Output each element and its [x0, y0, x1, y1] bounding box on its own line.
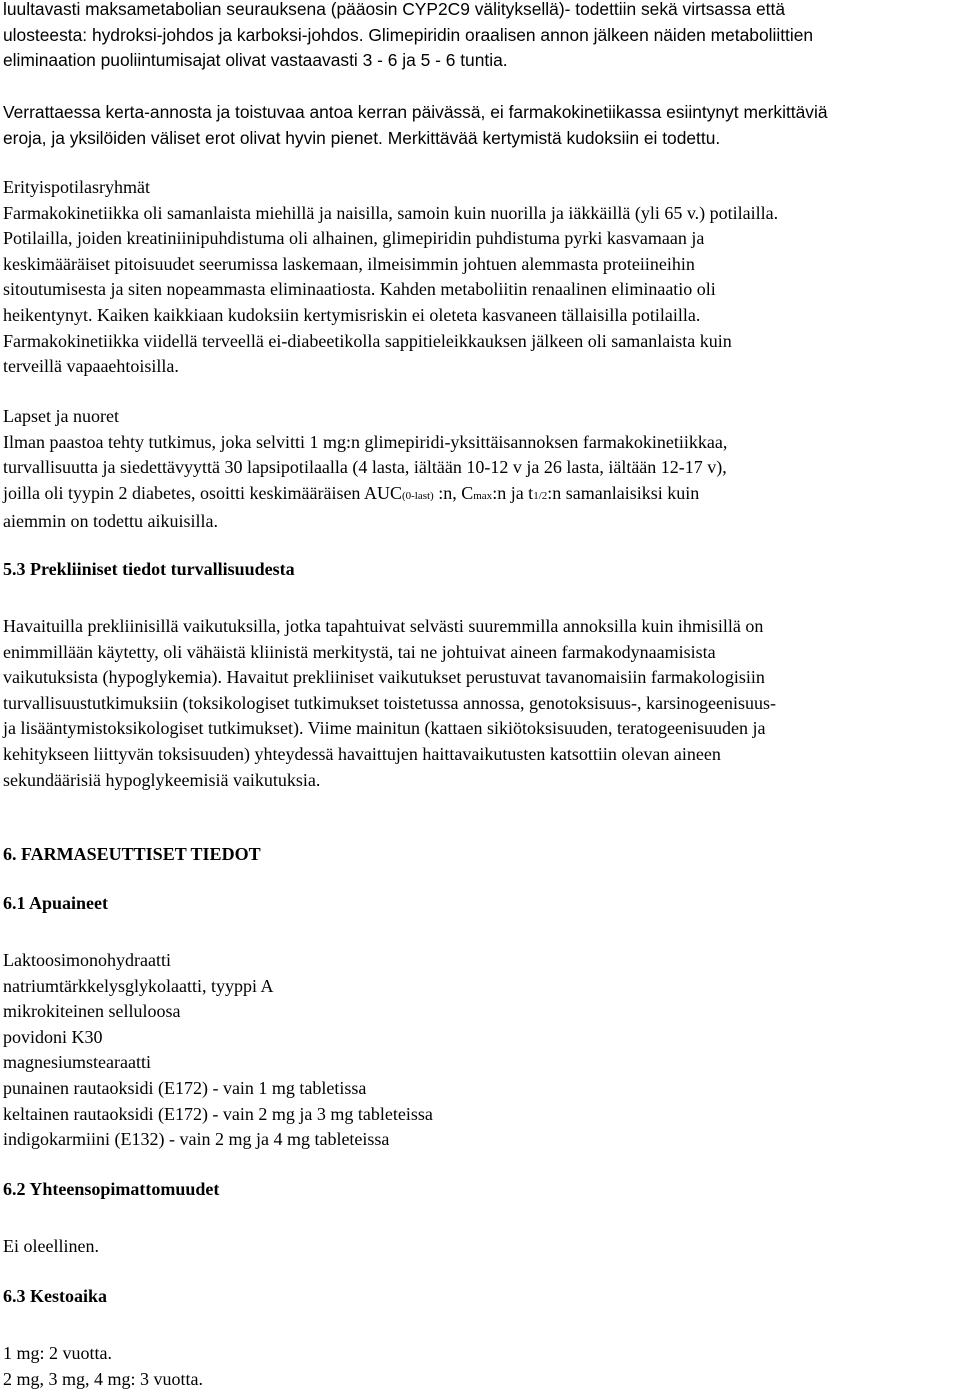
- text-line: Verrattaessa kerta-annosta ja toistuvaa antoa kerran päivässä, ei farmakokinetiikassa esiintynyt merkittäviä: [3, 102, 828, 122]
- text-line: sekundäärisiä hypoglykeemisiä vaikutuksia.: [3, 769, 321, 790]
- list-item: punainen rautaoksidi (E172) - vain 1 mg tabletissa: [3, 1077, 367, 1098]
- children-section: [3, 404, 958, 535]
- list-item: povidoni K30: [3, 1026, 103, 1047]
- repeat-dose-paragraph: [3, 100, 958, 151]
- subscript: max: [473, 489, 493, 502]
- text-fragment: :n ja t: [492, 482, 534, 503]
- text-line: enimmillään käytetty, oli vähäistä kliinistä merkitystä, tai ne johtuivat aineen farmakodynaamisista: [3, 641, 716, 662]
- text-line: Farmakokinetiikka viidellä terveellä ei-diabeetikolla sappitieleikkauksen jälkeen oli samanlaista kuin: [3, 330, 732, 351]
- text-line: aiemmin on todettu aikuisilla.: [3, 511, 218, 532]
- subscript: (0-last): [401, 489, 434, 502]
- incompatibilities-text: Ei oleellinen.: [3, 1236, 99, 1256]
- text-line: terveillä vapaaehtoisilla.: [3, 356, 179, 377]
- list-item: indigokarmiini (E132) - vain 2 mg ja 4 mg tableteissa: [3, 1129, 390, 1150]
- subsection-title: Lapset ja nuoret: [3, 406, 119, 426]
- excipient-list: [3, 948, 958, 1153]
- text-line: eroja, ja yksilöiden väliset erot olivat hyvin pienet. Merkittävää kertymistä kudoksiin ei todettu.: [3, 127, 721, 148]
- text-line: Ilman paastoa tehty tutkimus, joka selvitti 1 mg:n glimepiridi-yksittäisannoksen farmakokinetiikkaa,: [3, 431, 728, 452]
- section-heading-6-1: 6.1 Apuaineet: [3, 893, 109, 913]
- list-item: keltainen rautaoksidi (E172) - vain 2 mg ja 3 mg tableteissa: [3, 1103, 433, 1124]
- text-line: kehitykseen liittyvän toksisuuden) yhteydessä havaittujen haittavaikutusten katsottiin olevan aineen: [3, 743, 721, 764]
- section-heading-6-2: 6.2 Yhteensopimattomuudet: [3, 1179, 220, 1199]
- text-line: heikentynyt. Kaiken kaikkiaan kudoksiin kertymisriskin ei oleteta kasvaneen tällaisilla potilailla.: [3, 304, 701, 325]
- text-line: 1 mg: 2 vuotta.: [3, 1343, 112, 1363]
- text-line: ulosteesta: hydroksi-johdos ja karboksi-johdos. Glimepiridin oraalisen annon jälkeen näiden metaboliittien: [3, 24, 814, 45]
- text-fragment: joilla oli tyypin 2 diabetes, osoitti keskimääräisen AUC: [3, 482, 402, 503]
- section-heading-6: 6. FARMASEUTTISET TIEDOT: [3, 844, 261, 864]
- text-line: vaikutuksista (hypoglykemia). Havaitut prekliiniset vaikutukset perustuvat tavanomaisiin farmakologisiin: [3, 667, 765, 688]
- text-fragment: :n, C: [433, 482, 474, 503]
- section-heading-6-3: 6.3 Kestoaika: [3, 1286, 108, 1306]
- text-fragment: :n samanlaisiksi kuin: [547, 482, 700, 503]
- shelf-life-text: [3, 1341, 958, 1392]
- text-line: Havaituilla prekliinisillä vaikutuksilla, jotka tapahtuivat selvästi suuremmilla annoksilla kuin ihmisillä on: [3, 616, 764, 636]
- list-item: magnesiumstearaatti: [3, 1052, 151, 1073]
- subsection-title: Erityispotilasryhmät: [3, 177, 150, 197]
- list-item: mikrokiteinen selluloosa: [3, 1001, 181, 1022]
- text-line: turvallisuustutkimuksiin (toksikologiset tutkimukset toistetussa annossa, genotoksisuus-, karsinogeenisuus-: [3, 692, 776, 713]
- text-line: Farmakokinetiikka oli samanlaista miehillä ja naisilla, samoin kuin nuorilla ja iäkkäillä (yli 65 v.) potilailla.: [3, 202, 779, 223]
- preclinical-paragraph: [3, 614, 958, 793]
- text-line: luultavasti maksametabolian seurauksena (pääosin CYP2C9 välityksellä)- todettiin sekä virtsassa että: [3, 0, 785, 19]
- intro-paragraph: [3, 0, 958, 74]
- text-line: turvallisuutta ja siedettävyyttä 30 lapsipotilaalla (4 lasta, iältään 10-12 v ja 26 lasta, iältään 12-17 v),: [3, 457, 727, 478]
- text-line: ja lisääntymistoksikologiset tutkimukset). Viime mainitun (kattaen sikiötoksisuuden, teratogeenisuuden ja: [3, 718, 766, 739]
- list-item: natriumtärkkelysglykolaatti, tyyppi A: [3, 975, 274, 996]
- special-populations-section: [3, 175, 958, 380]
- section-heading-5-3: 5.3 Prekliiniset tiedot turvallisuudesta: [3, 559, 295, 579]
- list-item: Laktoosimonohydraatti: [3, 950, 171, 970]
- text-line: eliminaation puoliintumisajat olivat vastaavasti 3 - 6 ja 5 - 6 tuntia.: [3, 50, 508, 71]
- text-line: Potilailla, joiden kreatiniinipuhdistuma oli alhainen, glimepiridin puhdistuma pyrki kasvamaan ja: [3, 228, 705, 249]
- text-line: 2 mg, 3 mg, 4 mg: 3 vuotta.: [3, 1368, 203, 1389]
- text-line: sitoutumisesta ja siten nopeammasta eliminaatiosta. Kahden metaboliitin renaalinen eliminaatio oli: [3, 279, 716, 300]
- text-line: [3, 481, 958, 510]
- text-line: keskimääräiset pitoisuudet seerumissa laskemaan, ilmeisimmin johtuen alemmasta proteiineihin: [3, 253, 695, 274]
- subscript: 1/2: [533, 489, 548, 502]
